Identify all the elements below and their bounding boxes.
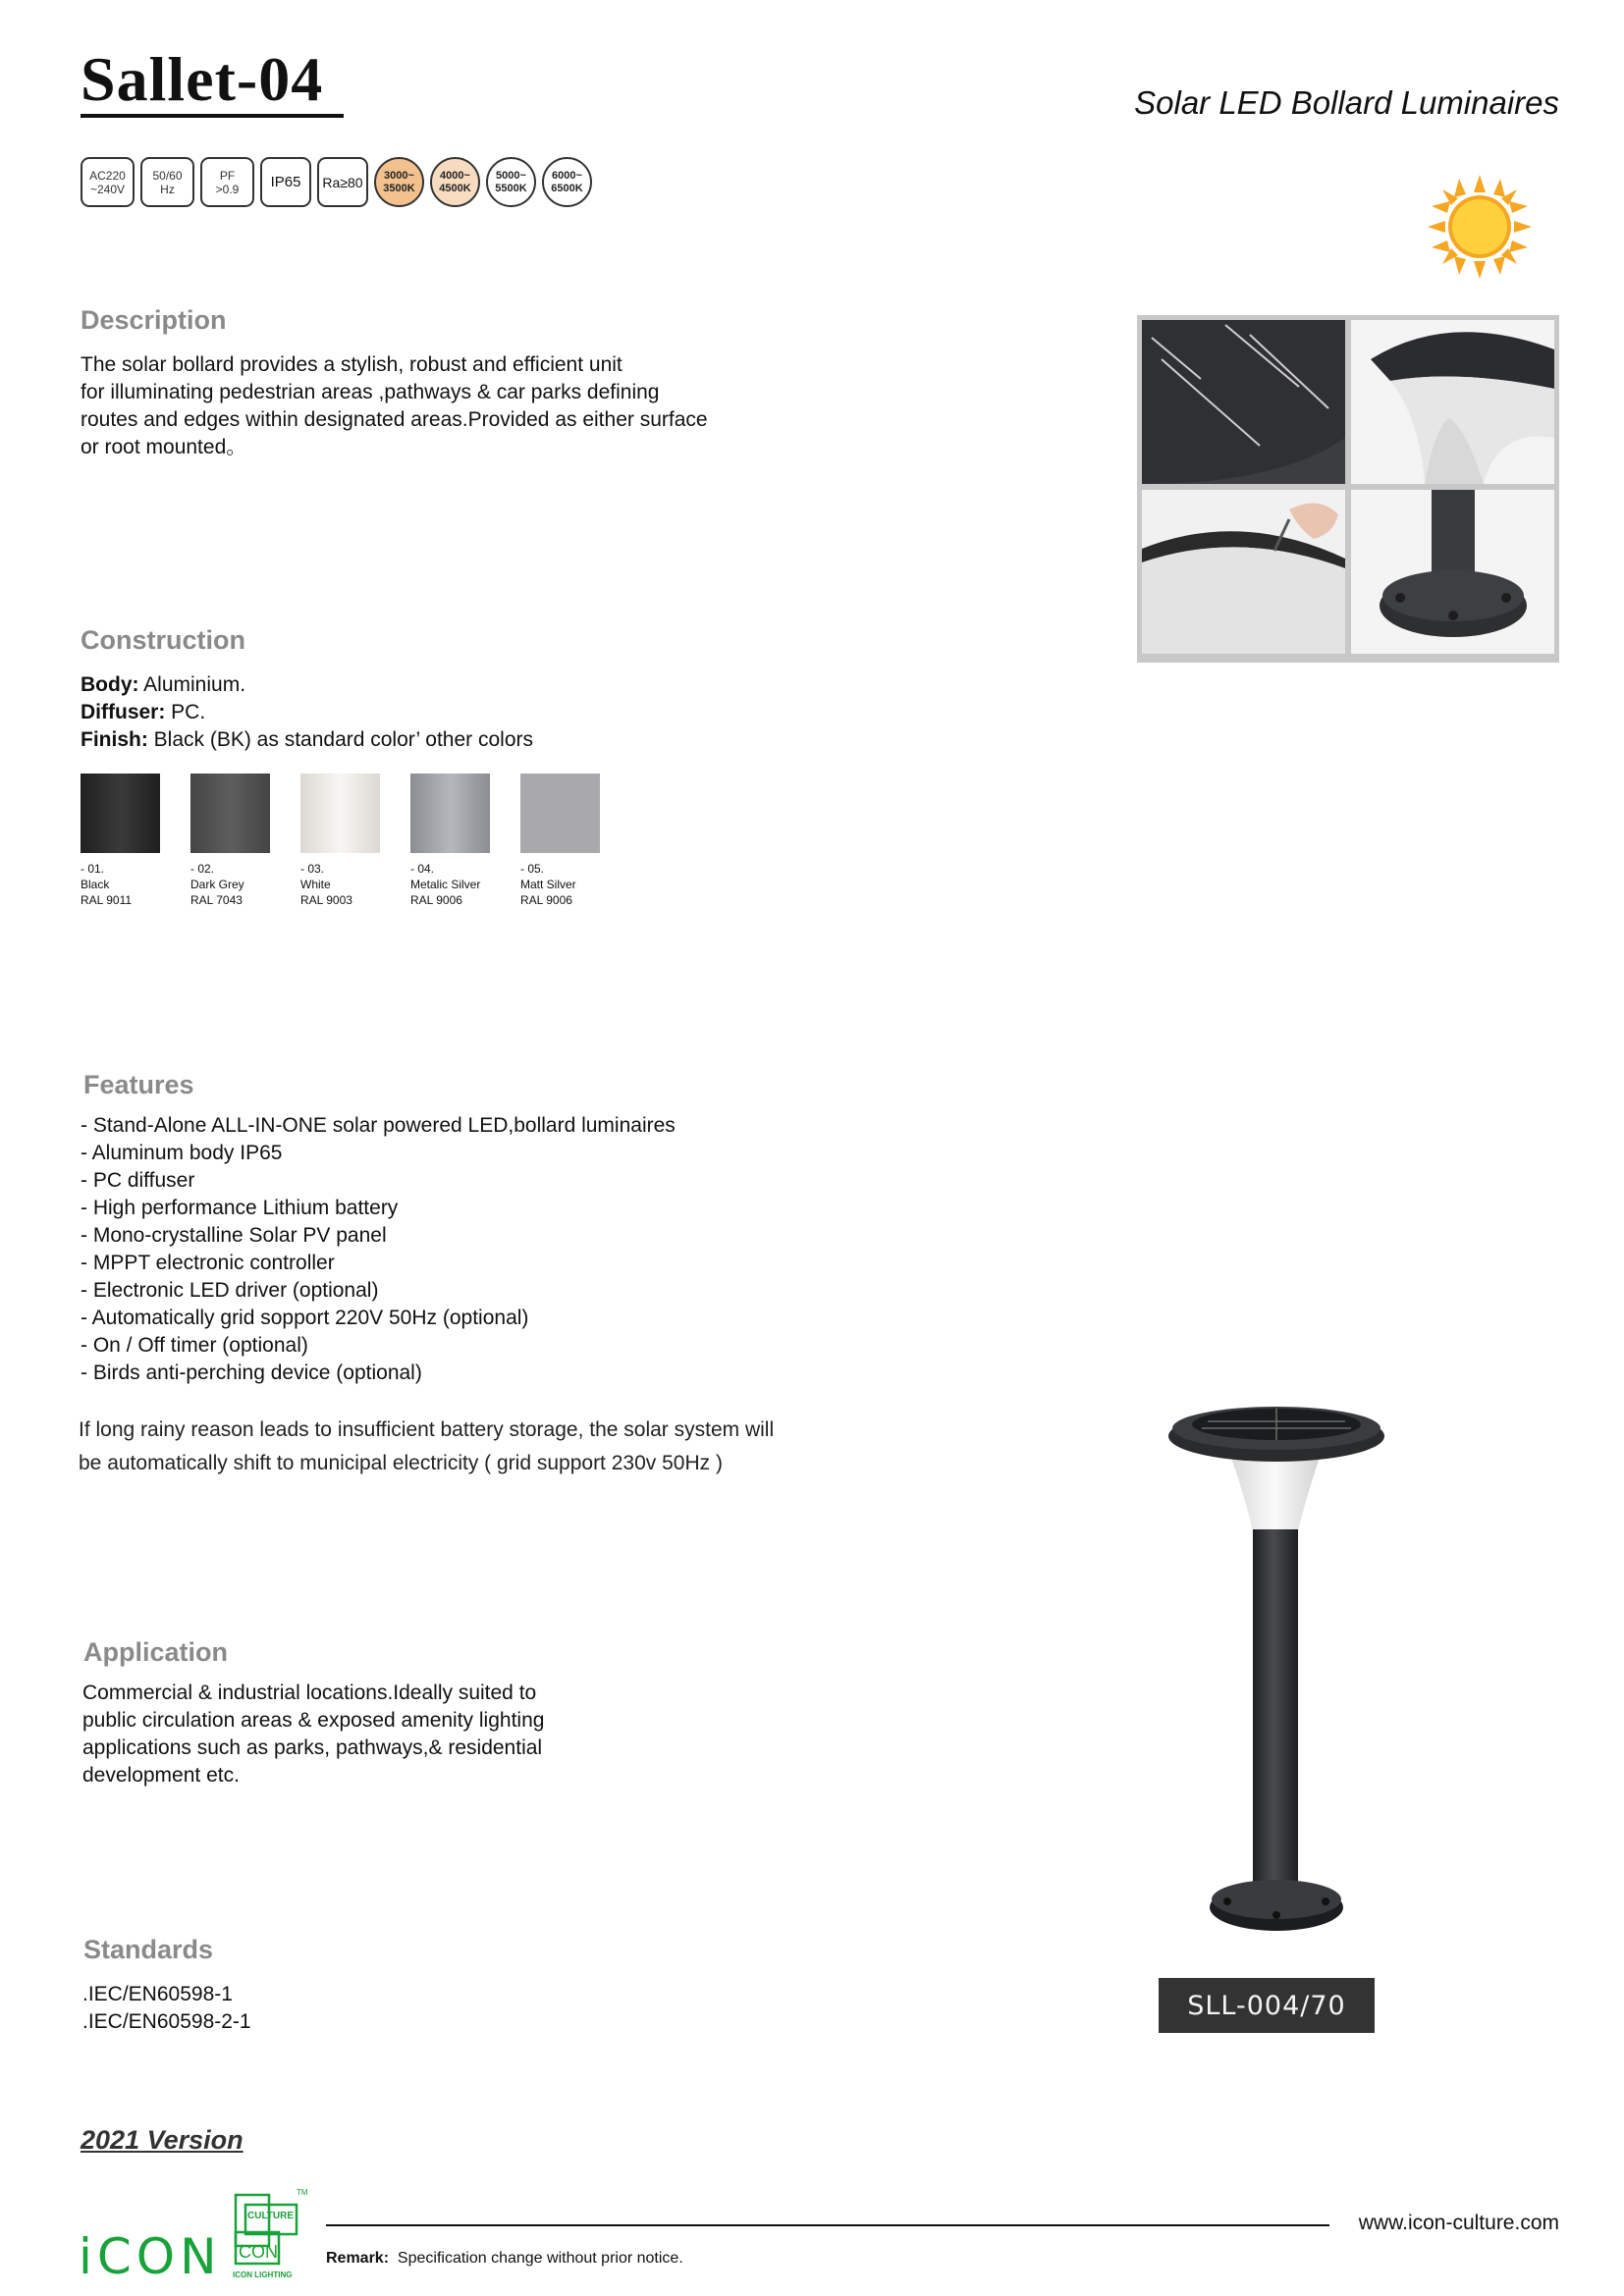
cct-badge-5000k: 5000~ 5500K: [486, 157, 536, 207]
list-item: - On / Off timer (optional): [81, 1334, 308, 1357]
standards-heading: Standards: [83, 1935, 214, 1964]
detail-photo-grid: [1137, 315, 1559, 663]
website-url: www.icon-culture.com: [1358, 2212, 1559, 2234]
application-text: Commercial & industrial locations.Ideally suited to public circulation areas & exposed amenity lighting applications such as parks, pathways,& residential development etc.: [82, 1682, 545, 1787]
swatch-chip: [410, 774, 490, 853]
features-list: [81, 1112, 676, 1387]
cri-badge: Ra≥80: [317, 157, 368, 207]
list-item: .IEC/EN60598-1: [82, 1983, 233, 2005]
remark-note: Remark: Specification change without prior notice.: [326, 2250, 683, 2267]
svg-text:CULTURE: CULTURE: [247, 2211, 295, 2221]
cct-badge-3000k: 3000~ 3500K: [374, 157, 424, 207]
solar-panel-photo: [1142, 320, 1345, 484]
swatch-matt-silver: - 05. Matt Silver RAL 9006: [520, 774, 600, 908]
svg-text:ICON LIGHTING: ICON LIGHTING: [233, 2270, 293, 2279]
svg-text:TM: TM: [297, 2188, 308, 2197]
finish-spec: Finish: Black (BK) as standard color’ other colors: [81, 728, 533, 751]
grid-support-note: If long rainy reason leads to insufficient battery storage, the solar system will be automatically shift to municipal electricity ( grid support 230v 50Hz ): [79, 1418, 775, 1474]
list-item: - High performance Lithium battery: [81, 1197, 399, 1219]
list-item: - Mono-crystalline Solar PV panel: [81, 1224, 387, 1247]
features-heading: Features: [83, 1070, 194, 1099]
bollard-product-image: [1159, 1389, 1394, 1939]
footer-divider: [326, 2224, 1329, 2226]
diffuser-spec: Diffuser: PC.: [81, 701, 206, 723]
product-category: Solar LED Bollard Luminaires: [1134, 84, 1559, 121]
swatch-chip: [300, 774, 380, 853]
version-label: 2021 Version: [81, 2125, 244, 2155]
power-factor-badge: PF >0.9: [200, 157, 254, 207]
color-swatches: [81, 774, 600, 908]
swatch-chip: [81, 774, 160, 853]
list-item: - Aluminum body IP65: [81, 1142, 283, 1164]
model-number-tag: SLL-004/70: [1159, 1978, 1375, 2033]
icon-culture-logo: [232, 2187, 312, 2281]
swatch-black: - 01. Black RAL 9011: [81, 774, 160, 908]
product-title: Sallet-04: [81, 44, 324, 114]
svg-text:CON: CON: [239, 2242, 278, 2262]
diffuser-top-photo: [1351, 320, 1554, 484]
title-underline: [81, 114, 344, 118]
swatch-chip: [520, 774, 600, 853]
application-heading: Application: [83, 1637, 228, 1667]
icon-logo-text: iCON: [79, 2228, 222, 2285]
list-item: - Birds anti-perching device (optional): [81, 1362, 422, 1384]
cct-badge-4000k: 4000~ 4500K: [430, 157, 480, 207]
diffuser-hand-photo: [1142, 490, 1345, 654]
construction-specs: [81, 671, 533, 754]
list-item: .IEC/EN60598-2-1: [82, 2010, 251, 2033]
base-mount-photo: [1351, 490, 1554, 654]
voltage-badge: AC220 ~240V: [81, 157, 135, 207]
sun-icon: [1426, 173, 1534, 281]
swatch-chip: [190, 774, 270, 853]
spec-badges: [81, 157, 592, 207]
description-heading: Description: [81, 305, 227, 335]
list-item: - PC diffuser: [81, 1169, 195, 1192]
swatch-white: - 03. White RAL 9003: [300, 774, 380, 908]
list-item: - Electronic LED driver (optional): [81, 1279, 379, 1302]
body-spec: Body: Aluminium.: [81, 673, 246, 696]
list-item: - Stand-Alone ALL-IN-ONE solar powered LED,bollard luminaires: [81, 1114, 676, 1137]
frequency-badge: 50/60 Hz: [140, 157, 194, 207]
standards-list: [82, 1981, 251, 2036]
cct-badge-6000k: 6000~ 6500K: [542, 157, 592, 207]
description-text: The solar bollard provides a stylish, robust and efficient unit for illuminating pedestrian areas ,pathways & car parks defining routes and edges within designated areas.Provided as either surface or root mounted。: [81, 353, 708, 458]
list-item: - Automatically grid sopport 220V 50Hz (optional): [81, 1307, 529, 1329]
list-item: - MPPT electronic controller: [81, 1252, 335, 1274]
ip-rating-badge: IP65: [260, 157, 311, 207]
swatch-dark-grey: - 02. Dark Grey RAL 7043: [190, 774, 270, 908]
construction-heading: Construction: [81, 625, 245, 655]
swatch-metalic-silver: - 04. Metalic Silver RAL 9006: [410, 774, 490, 908]
